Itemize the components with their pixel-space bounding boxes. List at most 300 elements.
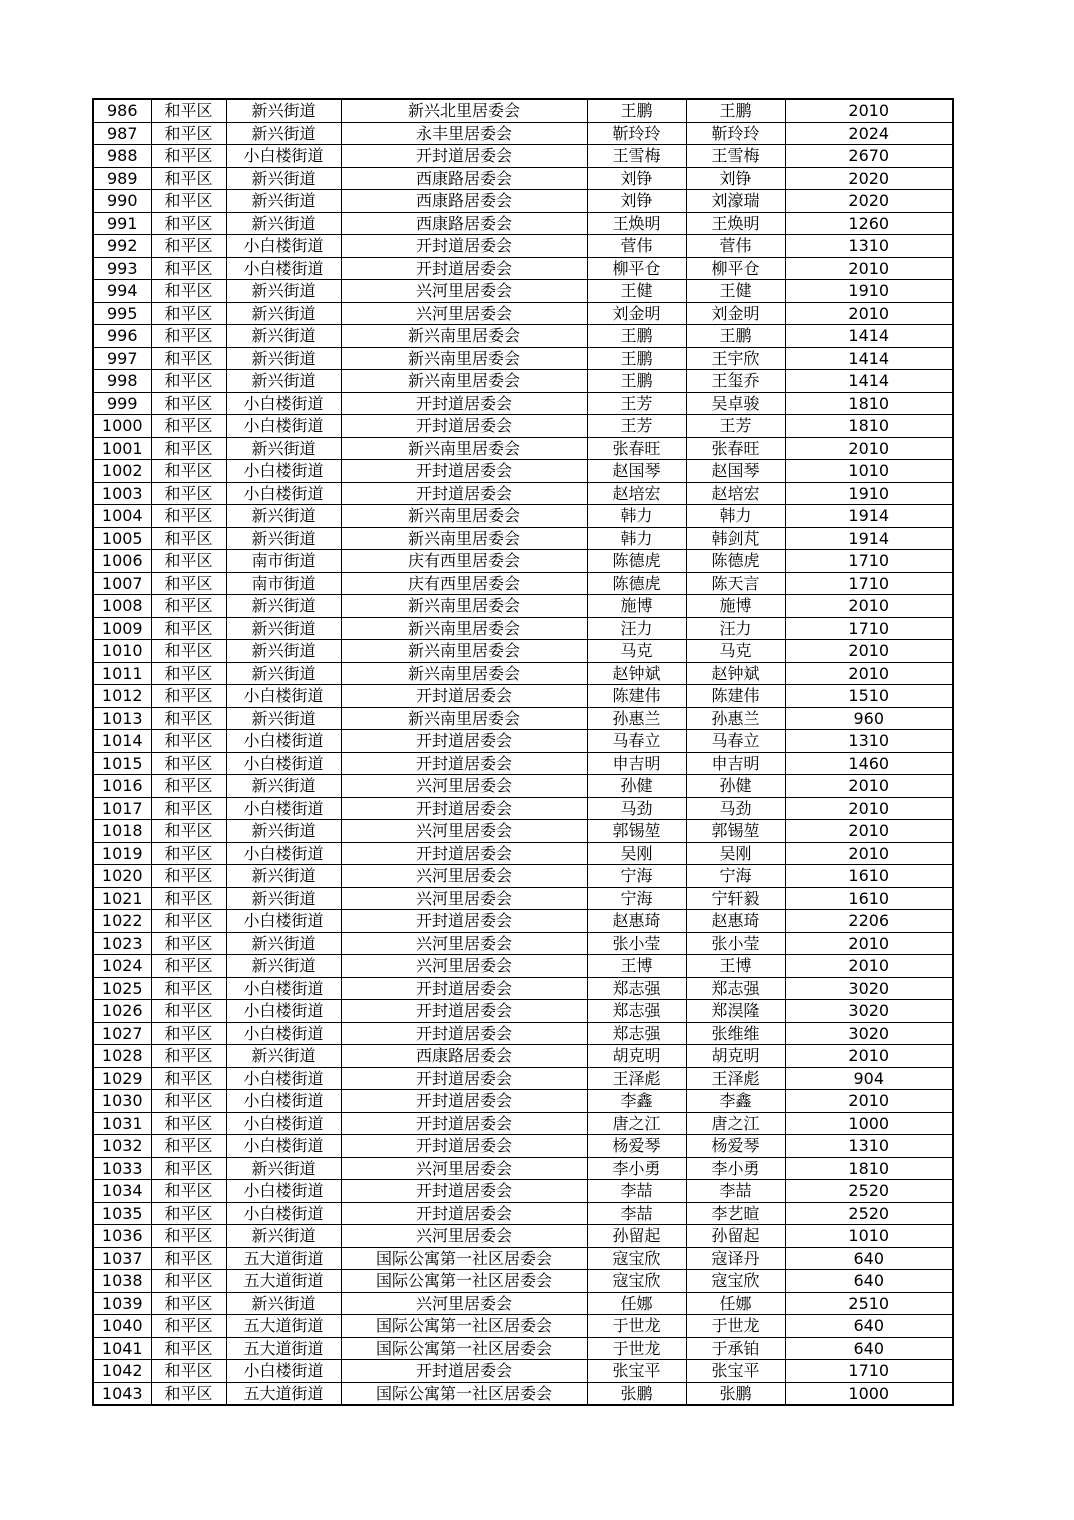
street-cell: 小白楼街道 <box>226 460 341 483</box>
applicant-cell: 李喆 <box>587 1202 686 1225</box>
row-number-cell: 992 <box>93 235 151 258</box>
applicant-cell: 杨爱琴 <box>587 1135 686 1158</box>
row-number-cell: 1028 <box>93 1045 151 1068</box>
table-row <box>93 1045 953 1068</box>
amount-cell: 1010 <box>785 460 953 483</box>
district-cell: 和平区 <box>151 235 226 258</box>
applicant-cell: 靳玲玲 <box>587 122 686 145</box>
street-cell: 五大道街道 <box>226 1315 341 1338</box>
amount-cell: 1310 <box>785 235 953 258</box>
committee-cell: 开封道居委会 <box>341 797 587 820</box>
street-cell: 小白楼街道 <box>226 257 341 280</box>
district-cell: 和平区 <box>151 415 226 438</box>
table-row <box>93 370 953 393</box>
applicant-cell: 马克 <box>587 640 686 663</box>
member-cell: 张鹏 <box>686 1382 785 1405</box>
table-row <box>93 257 953 280</box>
table-row <box>93 460 953 483</box>
member-cell: 杨爱琴 <box>686 1135 785 1158</box>
applicant-cell: 郑志强 <box>587 1022 686 1045</box>
applicant-cell: 李喆 <box>587 1180 686 1203</box>
applicant-cell: 郑志强 <box>587 977 686 1000</box>
row-number-cell: 1022 <box>93 910 151 933</box>
applicant-cell: 郑志强 <box>587 1000 686 1023</box>
member-cell: 赵培宏 <box>686 482 785 505</box>
row-number-cell: 1035 <box>93 1202 151 1225</box>
applicant-cell: 王芳 <box>587 392 686 415</box>
district-cell: 和平区 <box>151 1135 226 1158</box>
table-row <box>93 99 953 122</box>
committee-cell: 新兴南里居委会 <box>341 347 587 370</box>
table-row <box>93 685 953 708</box>
member-cell: 张宝平 <box>686 1360 785 1383</box>
applicant-cell: 马春立 <box>587 730 686 753</box>
applicant-cell: 马劲 <box>587 797 686 820</box>
amount-cell: 1000 <box>785 1112 953 1135</box>
amount-cell: 1710 <box>785 617 953 640</box>
amount-cell: 1010 <box>785 1225 953 1248</box>
row-number-cell: 988 <box>93 145 151 168</box>
table-row <box>93 550 953 573</box>
district-cell: 和平区 <box>151 1225 226 1248</box>
amount-cell: 2206 <box>785 910 953 933</box>
table-row <box>93 1000 953 1023</box>
amount-cell: 1414 <box>785 370 953 393</box>
member-cell: 马劲 <box>686 797 785 820</box>
committee-cell: 开封道居委会 <box>341 910 587 933</box>
district-cell: 和平区 <box>151 99 226 122</box>
row-number-cell: 1010 <box>93 640 151 663</box>
applicant-cell: 申吉明 <box>587 752 686 775</box>
amount-cell: 2010 <box>785 257 953 280</box>
committee-cell: 开封道居委会 <box>341 415 587 438</box>
member-cell: 陈建伟 <box>686 685 785 708</box>
table-row <box>93 1090 953 1113</box>
street-cell: 新兴街道 <box>226 190 341 213</box>
row-number-cell: 994 <box>93 280 151 303</box>
member-cell: 于承铂 <box>686 1337 785 1360</box>
applicant-cell: 陈建伟 <box>587 685 686 708</box>
committee-cell: 新兴南里居委会 <box>341 617 587 640</box>
district-cell: 和平区 <box>151 1315 226 1338</box>
applicant-cell: 菅伟 <box>587 235 686 258</box>
table-row <box>93 707 953 730</box>
district-cell: 和平区 <box>151 145 226 168</box>
committee-cell: 兴河里居委会 <box>341 302 587 325</box>
table-row <box>93 752 953 775</box>
applicant-cell: 赵钟斌 <box>587 662 686 685</box>
committee-cell: 开封道居委会 <box>341 1202 587 1225</box>
street-cell: 新兴街道 <box>226 1045 341 1068</box>
table-row <box>93 572 953 595</box>
street-cell: 小白楼街道 <box>226 1112 341 1135</box>
street-cell: 新兴街道 <box>226 617 341 640</box>
table-row <box>93 617 953 640</box>
table-row <box>93 482 953 505</box>
district-cell: 和平区 <box>151 640 226 663</box>
district-cell: 和平区 <box>151 527 226 550</box>
street-cell: 五大道街道 <box>226 1247 341 1270</box>
applicant-cell: 刘铮 <box>587 190 686 213</box>
row-number-cell: 1026 <box>93 1000 151 1023</box>
row-number-cell: 1034 <box>93 1180 151 1203</box>
row-number-cell: 1009 <box>93 617 151 640</box>
street-cell: 新兴街道 <box>226 1292 341 1315</box>
data-table <box>92 98 954 1406</box>
amount-cell: 2024 <box>785 122 953 145</box>
row-number-cell: 1025 <box>93 977 151 1000</box>
street-cell: 小白楼街道 <box>226 145 341 168</box>
amount-cell: 2010 <box>785 932 953 955</box>
amount-cell: 640 <box>785 1247 953 1270</box>
applicant-cell: 张小莹 <box>587 932 686 955</box>
committee-cell: 新兴南里居委会 <box>341 595 587 618</box>
amount-cell: 1414 <box>785 347 953 370</box>
committee-cell: 开封道居委会 <box>341 730 587 753</box>
committee-cell: 开封道居委会 <box>341 482 587 505</box>
district-cell: 和平区 <box>151 505 226 528</box>
table-body <box>93 99 953 1405</box>
table-row <box>93 325 953 348</box>
committee-cell: 国际公寓第一社区居委会 <box>341 1270 587 1293</box>
row-number-cell: 1017 <box>93 797 151 820</box>
district-cell: 和平区 <box>151 572 226 595</box>
row-number-cell: 1004 <box>93 505 151 528</box>
committee-cell: 新兴南里居委会 <box>341 370 587 393</box>
committee-cell: 新兴南里居委会 <box>341 662 587 685</box>
amount-cell: 2010 <box>785 595 953 618</box>
applicant-cell: 陈德虎 <box>587 550 686 573</box>
member-cell: 于世龙 <box>686 1315 785 1338</box>
district-cell: 和平区 <box>151 1337 226 1360</box>
member-cell: 孙健 <box>686 775 785 798</box>
committee-cell: 开封道居委会 <box>341 1135 587 1158</box>
member-cell: 王焕明 <box>686 212 785 235</box>
table-row <box>93 640 953 663</box>
applicant-cell: 胡克明 <box>587 1045 686 1068</box>
committee-cell: 国际公寓第一社区居委会 <box>341 1247 587 1270</box>
member-cell: 菅伟 <box>686 235 785 258</box>
district-cell: 和平区 <box>151 617 226 640</box>
amount-cell: 1610 <box>785 865 953 888</box>
street-cell: 新兴街道 <box>226 167 341 190</box>
row-number-cell: 1002 <box>93 460 151 483</box>
committee-cell: 西康路居委会 <box>341 212 587 235</box>
committee-cell: 新兴南里居委会 <box>341 527 587 550</box>
table-row <box>93 1270 953 1293</box>
street-cell: 新兴街道 <box>226 1157 341 1180</box>
applicant-cell: 韩力 <box>587 505 686 528</box>
amount-cell: 2010 <box>785 662 953 685</box>
district-cell: 和平区 <box>151 662 226 685</box>
committee-cell: 兴河里居委会 <box>341 820 587 843</box>
row-number-cell: 990 <box>93 190 151 213</box>
street-cell: 小白楼街道 <box>226 910 341 933</box>
district-cell: 和平区 <box>151 460 226 483</box>
member-cell: 李鑫 <box>686 1090 785 1113</box>
committee-cell: 开封道居委会 <box>341 977 587 1000</box>
table-row <box>93 977 953 1000</box>
district-cell: 和平区 <box>151 190 226 213</box>
amount-cell: 2010 <box>785 955 953 978</box>
committee-cell: 西康路居委会 <box>341 167 587 190</box>
district-cell: 和平区 <box>151 370 226 393</box>
member-cell: 王博 <box>686 955 785 978</box>
table-row <box>93 1112 953 1135</box>
amount-cell: 640 <box>785 1315 953 1338</box>
district-cell: 和平区 <box>151 302 226 325</box>
row-number-cell: 1000 <box>93 415 151 438</box>
applicant-cell: 柳平仓 <box>587 257 686 280</box>
applicant-cell: 施博 <box>587 595 686 618</box>
street-cell: 小白楼街道 <box>226 392 341 415</box>
street-cell: 小白楼街道 <box>226 977 341 1000</box>
amount-cell: 2010 <box>785 302 953 325</box>
table-row <box>93 190 953 213</box>
applicant-cell: 张宝平 <box>587 1360 686 1383</box>
committee-cell: 永丰里居委会 <box>341 122 587 145</box>
committee-cell: 兴河里居委会 <box>341 887 587 910</box>
committee-cell: 新兴北里居委会 <box>341 99 587 122</box>
committee-cell: 国际公寓第一社区居委会 <box>341 1337 587 1360</box>
district-cell: 和平区 <box>151 910 226 933</box>
applicant-cell: 李小勇 <box>587 1157 686 1180</box>
street-cell: 小白楼街道 <box>226 1360 341 1383</box>
row-number-cell: 1041 <box>93 1337 151 1360</box>
applicant-cell: 赵惠琦 <box>587 910 686 933</box>
applicant-cell: 孙惠兰 <box>587 707 686 730</box>
street-cell: 小白楼街道 <box>226 1180 341 1203</box>
amount-cell: 1710 <box>785 550 953 573</box>
member-cell: 李艺暄 <box>686 1202 785 1225</box>
applicant-cell: 于世龙 <box>587 1337 686 1360</box>
amount-cell: 2510 <box>785 1292 953 1315</box>
applicant-cell: 刘金明 <box>587 302 686 325</box>
row-number-cell: 1003 <box>93 482 151 505</box>
member-cell: 赵国琴 <box>686 460 785 483</box>
district-cell: 和平区 <box>151 482 226 505</box>
table-row <box>93 1067 953 1090</box>
row-number-cell: 1038 <box>93 1270 151 1293</box>
street-cell: 小白楼街道 <box>226 1067 341 1090</box>
applicant-cell: 王焕明 <box>587 212 686 235</box>
row-number-cell: 986 <box>93 99 151 122</box>
street-cell: 新兴街道 <box>226 370 341 393</box>
applicant-cell: 宁海 <box>587 887 686 910</box>
street-cell: 新兴街道 <box>226 595 341 618</box>
applicant-cell: 王博 <box>587 955 686 978</box>
district-cell: 和平区 <box>151 775 226 798</box>
member-cell: 张小莹 <box>686 932 785 955</box>
row-number-cell: 1005 <box>93 527 151 550</box>
applicant-cell: 赵国琴 <box>587 460 686 483</box>
member-cell: 马克 <box>686 640 785 663</box>
street-cell: 五大道街道 <box>226 1382 341 1405</box>
district-cell: 和平区 <box>151 977 226 1000</box>
committee-cell: 开封道居委会 <box>341 1180 587 1203</box>
row-number-cell: 1039 <box>93 1292 151 1315</box>
applicant-cell: 于世龙 <box>587 1315 686 1338</box>
committee-cell: 开封道居委会 <box>341 1000 587 1023</box>
amount-cell: 1914 <box>785 527 953 550</box>
applicant-cell: 唐之江 <box>587 1112 686 1135</box>
committee-cell: 开封道居委会 <box>341 685 587 708</box>
member-cell: 胡克明 <box>686 1045 785 1068</box>
row-number-cell: 1018 <box>93 820 151 843</box>
committee-cell: 庆有西里居委会 <box>341 572 587 595</box>
street-cell: 新兴街道 <box>226 640 341 663</box>
table-row <box>93 212 953 235</box>
committee-cell: 兴河里居委会 <box>341 1292 587 1315</box>
row-number-cell: 1013 <box>93 707 151 730</box>
amount-cell: 904 <box>785 1067 953 1090</box>
table-row <box>93 820 953 843</box>
member-cell: 王鹏 <box>686 325 785 348</box>
row-number-cell: 993 <box>93 257 151 280</box>
applicant-cell: 王鹏 <box>587 325 686 348</box>
street-cell: 小白楼街道 <box>226 752 341 775</box>
amount-cell: 1310 <box>785 730 953 753</box>
applicant-cell: 孙健 <box>587 775 686 798</box>
committee-cell: 兴河里居委会 <box>341 280 587 303</box>
member-cell: 王宇欣 <box>686 347 785 370</box>
street-cell: 小白楼街道 <box>226 842 341 865</box>
street-cell: 小白楼街道 <box>226 482 341 505</box>
table-row <box>93 842 953 865</box>
committee-cell: 开封道居委会 <box>341 235 587 258</box>
table-row <box>93 775 953 798</box>
street-cell: 新兴街道 <box>226 775 341 798</box>
committee-cell: 西康路居委会 <box>341 190 587 213</box>
committee-cell: 开封道居委会 <box>341 392 587 415</box>
committee-cell: 新兴南里居委会 <box>341 505 587 528</box>
table-row <box>93 505 953 528</box>
table-row <box>93 887 953 910</box>
district-cell: 和平区 <box>151 1112 226 1135</box>
district-cell: 和平区 <box>151 820 226 843</box>
table-row <box>93 730 953 753</box>
member-cell: 孙惠兰 <box>686 707 785 730</box>
district-cell: 和平区 <box>151 325 226 348</box>
member-cell: 王泽彪 <box>686 1067 785 1090</box>
table-row <box>93 1202 953 1225</box>
row-number-cell: 1019 <box>93 842 151 865</box>
amount-cell: 2020 <box>785 190 953 213</box>
amount-cell: 2520 <box>785 1202 953 1225</box>
member-cell: 吴卓骏 <box>686 392 785 415</box>
row-number-cell: 1027 <box>93 1022 151 1045</box>
table-row <box>93 437 953 460</box>
row-number-cell: 1033 <box>93 1157 151 1180</box>
row-number-cell: 1006 <box>93 550 151 573</box>
street-cell: 新兴街道 <box>226 887 341 910</box>
amount-cell: 1910 <box>785 482 953 505</box>
committee-cell: 开封道居委会 <box>341 257 587 280</box>
street-cell: 小白楼街道 <box>226 730 341 753</box>
row-number-cell: 1023 <box>93 932 151 955</box>
amount-cell: 2020 <box>785 167 953 190</box>
committee-cell: 兴河里居委会 <box>341 1157 587 1180</box>
amount-cell: 2010 <box>785 99 953 122</box>
district-cell: 和平区 <box>151 1157 226 1180</box>
street-cell: 新兴街道 <box>226 932 341 955</box>
table-row <box>93 662 953 685</box>
street-cell: 新兴街道 <box>226 302 341 325</box>
district-cell: 和平区 <box>151 122 226 145</box>
amount-cell: 2670 <box>785 145 953 168</box>
street-cell: 新兴街道 <box>226 437 341 460</box>
amount-cell: 1260 <box>785 212 953 235</box>
row-number-cell: 1012 <box>93 685 151 708</box>
row-number-cell: 987 <box>93 122 151 145</box>
street-cell: 新兴街道 <box>226 325 341 348</box>
spreadsheet-page <box>92 98 954 1406</box>
committee-cell: 庆有西里居委会 <box>341 550 587 573</box>
row-number-cell: 1042 <box>93 1360 151 1383</box>
member-cell: 寇宝欣 <box>686 1270 785 1293</box>
table-row <box>93 235 953 258</box>
district-cell: 和平区 <box>151 212 226 235</box>
member-cell: 唐之江 <box>686 1112 785 1135</box>
applicant-cell: 王鹏 <box>587 99 686 122</box>
amount-cell: 640 <box>785 1337 953 1360</box>
committee-cell: 开封道居委会 <box>341 1022 587 1045</box>
applicant-cell: 韩力 <box>587 527 686 550</box>
applicant-cell: 王泽彪 <box>587 1067 686 1090</box>
row-number-cell: 1032 <box>93 1135 151 1158</box>
row-number-cell: 995 <box>93 302 151 325</box>
district-cell: 和平区 <box>151 1270 226 1293</box>
member-cell: 吴刚 <box>686 842 785 865</box>
applicant-cell: 王芳 <box>587 415 686 438</box>
table-row <box>93 932 953 955</box>
amount-cell: 3020 <box>785 977 953 1000</box>
table-row <box>93 910 953 933</box>
member-cell: 王玺乔 <box>686 370 785 393</box>
committee-cell: 开封道居委会 <box>341 1067 587 1090</box>
committee-cell: 开封道居委会 <box>341 1360 587 1383</box>
street-cell: 新兴街道 <box>226 1225 341 1248</box>
member-cell: 刘铮 <box>686 167 785 190</box>
committee-cell: 兴河里居委会 <box>341 1225 587 1248</box>
member-cell: 郑淏隆 <box>686 1000 785 1023</box>
street-cell: 五大道街道 <box>226 1270 341 1293</box>
amount-cell: 1810 <box>785 392 953 415</box>
applicant-cell: 汪力 <box>587 617 686 640</box>
member-cell: 刘金明 <box>686 302 785 325</box>
table-row <box>93 527 953 550</box>
member-cell: 宁海 <box>686 865 785 888</box>
committee-cell: 兴河里居委会 <box>341 955 587 978</box>
amount-cell: 2520 <box>785 1180 953 1203</box>
member-cell: 郭锡堃 <box>686 820 785 843</box>
amount-cell: 1810 <box>785 1157 953 1180</box>
member-cell: 陈德虎 <box>686 550 785 573</box>
amount-cell: 640 <box>785 1270 953 1293</box>
street-cell: 新兴街道 <box>226 707 341 730</box>
amount-cell: 2010 <box>785 1045 953 1068</box>
row-number-cell: 998 <box>93 370 151 393</box>
committee-cell: 兴河里居委会 <box>341 865 587 888</box>
amount-cell: 1460 <box>785 752 953 775</box>
row-number-cell: 1007 <box>93 572 151 595</box>
district-cell: 和平区 <box>151 595 226 618</box>
applicant-cell: 任娜 <box>587 1292 686 1315</box>
member-cell: 王鹏 <box>686 99 785 122</box>
applicant-cell: 孙留起 <box>587 1225 686 1248</box>
row-number-cell: 1011 <box>93 662 151 685</box>
committee-cell: 国际公寓第一社区居委会 <box>341 1382 587 1405</box>
